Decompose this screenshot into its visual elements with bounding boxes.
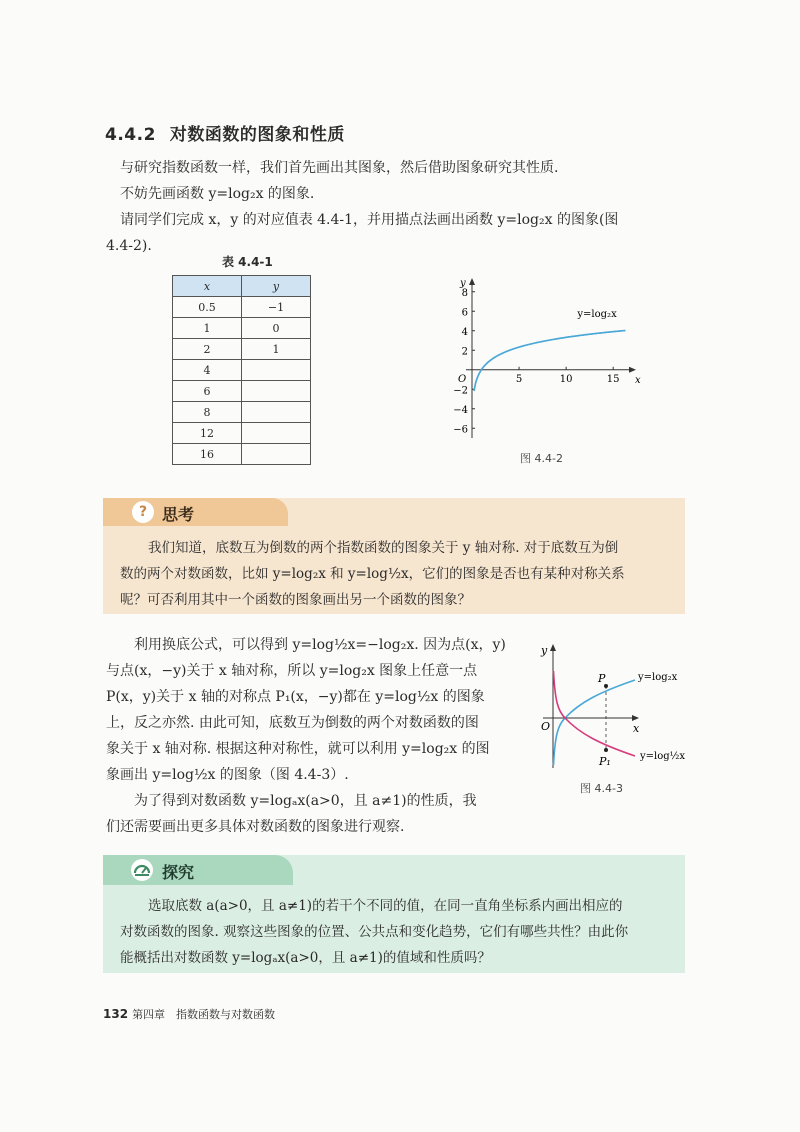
value-table <box>172 275 311 465</box>
table-header-x: x <box>173 276 242 297</box>
y-axis-arrow <box>469 278 475 285</box>
explore-line: 对数函数的图象. 观察这些图象的位置、公共点和变化趋势，它们有哪些共性？由此你 <box>120 924 629 940</box>
x-axis-label: x <box>635 374 641 386</box>
explore-line: 选取底数 a(a>0，且 a≠1)的若干个不同的值，在同一直角坐标系内画出相应的 <box>148 898 623 914</box>
intro-line: 与研究指数函数一样，我们首先画出其图象，然后借助图象研究其性质. <box>120 160 559 176</box>
y-tick-label: 6 <box>461 307 468 319</box>
think-title: 思考 <box>162 505 195 524</box>
fig-origin-label: O <box>541 720 551 733</box>
fig-x-arrow <box>632 715 639 721</box>
intro-line: 不妨先画函数 y=log₂x 的图象. <box>120 186 315 202</box>
table-cell <box>242 444 311 465</box>
table-cell: 16 <box>173 444 242 465</box>
section-number: 4.4.2 <box>105 125 156 145</box>
table-cell: 6 <box>173 381 242 402</box>
fig-p-label: P <box>598 672 606 685</box>
body-line: 上，反之亦然. 由此可知，底数互为倒数的两个对数函数的图 <box>106 715 479 731</box>
table-cell <box>242 381 311 402</box>
explore-text <box>120 893 680 971</box>
body-line: 象画出 y=log½x 的图象（图 4.4-3）. <box>106 767 349 783</box>
x-tick-label: 5 <box>515 373 523 385</box>
curve-label: y=log₂x <box>577 309 617 321</box>
y-axis-label: y <box>460 278 466 289</box>
fig-y-label: y <box>541 644 548 657</box>
body-line: 为了得到对数函数 y=logₐx(a>0，且 a≠1)的性质，我 <box>134 793 477 809</box>
table-cell: 1 <box>173 318 242 339</box>
body-paragraph <box>106 632 526 840</box>
table-cell <box>242 360 311 381</box>
page-footer <box>103 1006 275 1022</box>
table-row <box>173 339 311 360</box>
log2-chart <box>440 270 650 445</box>
intro-line: 请同学们完成 x，y 的对应值表 4.4-1，并用描点法画出函数 y=log₂x 的图象(图 <box>120 212 619 228</box>
table-cell: 2 <box>173 339 242 360</box>
table-row <box>173 360 311 381</box>
table-row <box>173 318 311 339</box>
table-header-y: y <box>242 276 311 297</box>
think-line: 数的两个对数函数，比如 y=log₂x 和 y=log½x，它们的图象是否也有某种对称关系 <box>120 566 625 582</box>
table-cell: 8 <box>173 402 242 423</box>
y-tick-label: −2 <box>453 385 468 397</box>
think-line: 我们知道，底数互为倒数的两个指数函数的图象关于 y 轴对称. 对于底数互为倒 <box>148 540 619 556</box>
table-row <box>173 297 311 318</box>
fig-point-p1 <box>604 748 608 752</box>
table-cell: 0 <box>242 318 311 339</box>
table-title: 表 4.4-1 <box>222 255 273 269</box>
table-cell: 0.5 <box>173 297 242 318</box>
body-line: 象关于 x 轴对称. 根据这种对称性，就可以利用 y=log₂x 的图 <box>106 741 490 757</box>
page-number: 132 <box>103 1007 129 1021</box>
fig-x-label: x <box>633 722 640 735</box>
body-line: P(x，y)关于 x 轴的对称点 P₁(x，−y)都在 y=log½x 的图象 <box>106 689 485 705</box>
table-row <box>173 402 311 423</box>
question-icon: ? <box>132 501 154 523</box>
body-line: 与点(x，−y)关于 x 轴对称，所以 y=log₂x 图象上任意一点 <box>106 663 478 679</box>
fig-log2-label: y=log₂x <box>638 672 678 683</box>
table-row <box>173 423 311 444</box>
fig-y-arrow <box>550 644 556 651</box>
explore-icon <box>130 858 154 882</box>
chapter-title: 第四章 指数函数与对数函数 <box>132 1008 276 1021</box>
table-cell: 4 <box>173 360 242 381</box>
figure-caption: 图 4.4-3 <box>580 782 623 795</box>
table-row <box>173 381 311 402</box>
origin-label: O <box>458 373 467 385</box>
table-cell: 12 <box>173 423 242 444</box>
x-tick-label: 15 <box>606 373 620 385</box>
y-tick-label: 8 <box>461 287 468 299</box>
body-line: 们还需要画出更多具体对数函数的图象进行观察. <box>106 819 405 835</box>
log2-curve <box>474 331 625 392</box>
y-tick-label: 2 <box>461 346 468 358</box>
table-row <box>173 444 311 465</box>
y-tick-label: −6 <box>453 424 468 436</box>
think-text <box>120 535 680 613</box>
table-cell: −1 <box>242 297 311 318</box>
body-line: 利用换底公式，可以得到 y=log½x=−log₂x. 因为点(x，y) <box>134 637 506 653</box>
y-tick-label: −4 <box>453 404 468 416</box>
table-cell <box>242 402 311 423</box>
fig-p1-label: P₁ <box>599 755 611 768</box>
think-tab <box>103 498 288 526</box>
intro-line: 4.4-2). <box>106 238 152 254</box>
x-axis-arrow <box>629 367 636 373</box>
think-line: 呢？可否利用其中一个函数的图象画出另一个函数的图象？ <box>120 592 471 608</box>
fig-logh-label: y=log½x <box>640 751 685 762</box>
intro-paragraph <box>106 155 700 259</box>
table-cell <box>242 423 311 444</box>
chart-caption: 图 4.4-2 <box>520 452 563 465</box>
explore-line: 能概括出对数函数 y=logₐx(a>0，且 a≠1)的值域和性质吗？ <box>120 950 491 966</box>
section-title: 对数函数的图象和性质 <box>169 125 345 145</box>
x-tick-label: 10 <box>559 373 573 385</box>
section-heading <box>105 120 345 145</box>
table-cell: 1 <box>242 339 311 360</box>
explore-title: 探究 <box>162 863 195 882</box>
y-tick-label: 4 <box>461 326 468 338</box>
symmetry-figure <box>535 640 705 775</box>
